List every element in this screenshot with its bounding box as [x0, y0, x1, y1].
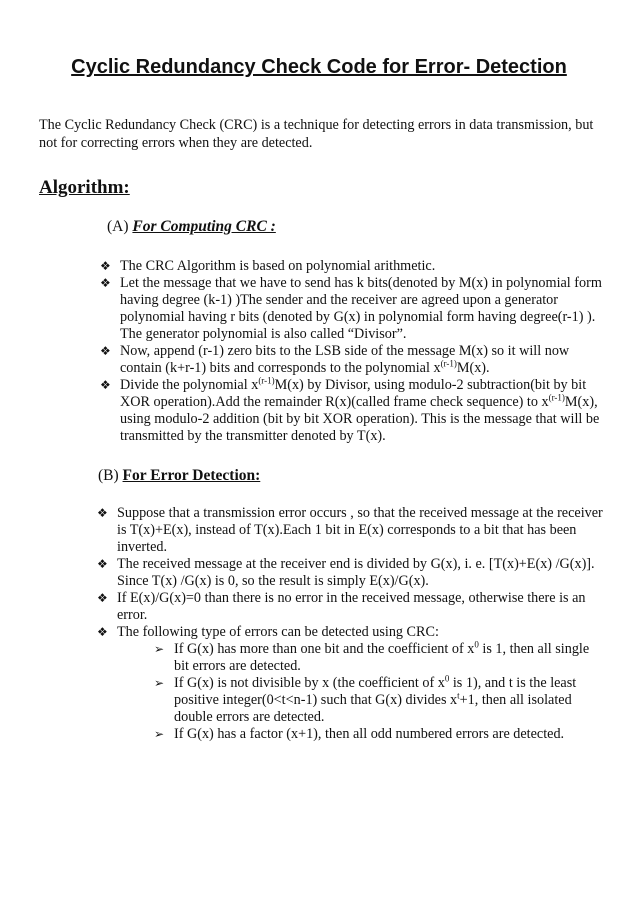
list-item — [97, 556, 605, 590]
section-a-title: For Computing CRC : — [132, 218, 276, 235]
list-item-text: Let the message that we have to send has k bits(denoted by M(x) in polynomial form having degree (k-1) )The sender and the receiver are agreed upon a generator polynomial having r bits (denoted by G(x) in polynomial form having degree(r-1) ). The generator polynomial is also called “Divisor”. — [120, 275, 602, 342]
diamond-bullet-icon: ❖ — [100, 259, 111, 273]
sub-list-item-text: If G(x) has a factor (x+1), then all odd numbered errors are detected. — [174, 726, 565, 742]
algorithm-heading: Algorithm: — [39, 177, 130, 198]
superscript: 0 — [444, 673, 450, 684]
list-item — [100, 275, 604, 343]
superscript: (r-1) — [440, 358, 457, 369]
section-a-list — [100, 258, 604, 445]
page-title: Cyclic Redundancy Check Code for Error- Detection — [71, 56, 567, 78]
sub-list-item-text: +1, then all isolated double errors are detected. — [174, 692, 572, 725]
arrow-bullet-icon: ➢ — [154, 642, 165, 656]
section-b-prefix: (B) — [98, 467, 119, 484]
superscript: t — [457, 690, 460, 701]
list-item — [100, 343, 604, 377]
list-item-text: Divide the polynomial x — [120, 377, 259, 393]
diamond-bullet-icon: ❖ — [97, 557, 108, 571]
section-b-title: For Error Detection: — [122, 467, 261, 484]
sub-list-item-text: is 1), and t is the least positive integer(0<t<n-1) such that G(x) divides x — [174, 675, 577, 708]
list-item-text: M(x) by Divisor, using modulo-2 subtraction(bit by bit XOR operation).Add the remainder R(x)(called frame check sequence) to x — [120, 377, 587, 410]
section-b-heading — [98, 467, 260, 485]
sub-list-item — [154, 675, 605, 726]
list-item-text: The received message at the receiver end is divided by G(x), i. e. [T(x)+E(x) /G(x)]. Since T(x) /G(x) is 0, so the result is simply E(x)/G(x). — [117, 556, 595, 589]
sub-list-item — [154, 641, 605, 675]
list-item-text: If E(x)/G(x)=0 than there is no error in the received message, otherwise there is an error. — [117, 590, 586, 623]
list-item-text: The CRC Algorithm is based on polynomial arithmetic. — [120, 258, 436, 274]
section-a-prefix: (A) — [107, 218, 129, 235]
arrow-bullet-icon: ➢ — [154, 676, 165, 690]
list-item — [100, 258, 604, 275]
diamond-bullet-icon: ❖ — [100, 276, 111, 290]
list-item — [100, 377, 604, 445]
list-item — [97, 590, 605, 624]
sub-list-item-text: If G(x) is not divisible by x (the coefficient of x — [174, 675, 445, 691]
list-item-text: Now, append (r-1) zero bits to the LSB side of the message M(x) so it will now contain (k+r-1) bits and corresponds to the polynomial x — [120, 343, 570, 376]
list-item-text: The following type of errors can be detected using CRC: — [117, 624, 439, 640]
arrow-bullet-icon: ➢ — [154, 727, 165, 741]
superscript: (r-1) — [258, 375, 275, 386]
diamond-bullet-icon: ❖ — [97, 625, 108, 639]
list-item — [97, 505, 605, 556]
superscript: (r-1) — [548, 392, 565, 403]
list-item-text: M(x). — [456, 360, 490, 376]
diamond-bullet-icon: ❖ — [100, 378, 111, 392]
list-item-text: Suppose that a transmission error occurs , so that the received message at the receiver is T(x)+E(x), instead of T(x).Each 1 bit in E(x) corresponds to a bit that has been inverted. — [117, 505, 603, 555]
section-a-heading — [107, 218, 276, 236]
sub-list — [117, 641, 605, 743]
sub-list-item-text: is 1, then all single bit errors are detected. — [174, 641, 590, 674]
sub-list-item — [154, 726, 605, 743]
diamond-bullet-icon: ❖ — [97, 506, 108, 520]
sub-list-item-text: If G(x) has more than one bit and the coefficient of x — [174, 641, 475, 657]
diamond-bullet-icon: ❖ — [100, 344, 111, 358]
intro-paragraph: The Cyclic Redundancy Check (CRC) is a technique for detecting errors in data transmission, but not for correcting errors when they are detected. — [39, 117, 594, 151]
list-item-text: M(x), using modulo-2 addition (bit by bit XOR operation). This is the message that will be transmitted by the transmitter denoted by T(x). — [120, 394, 600, 444]
diamond-bullet-icon: ❖ — [97, 591, 108, 605]
superscript: 0 — [474, 639, 479, 650]
section-b-list — [97, 505, 605, 743]
list-item — [97, 624, 605, 743]
